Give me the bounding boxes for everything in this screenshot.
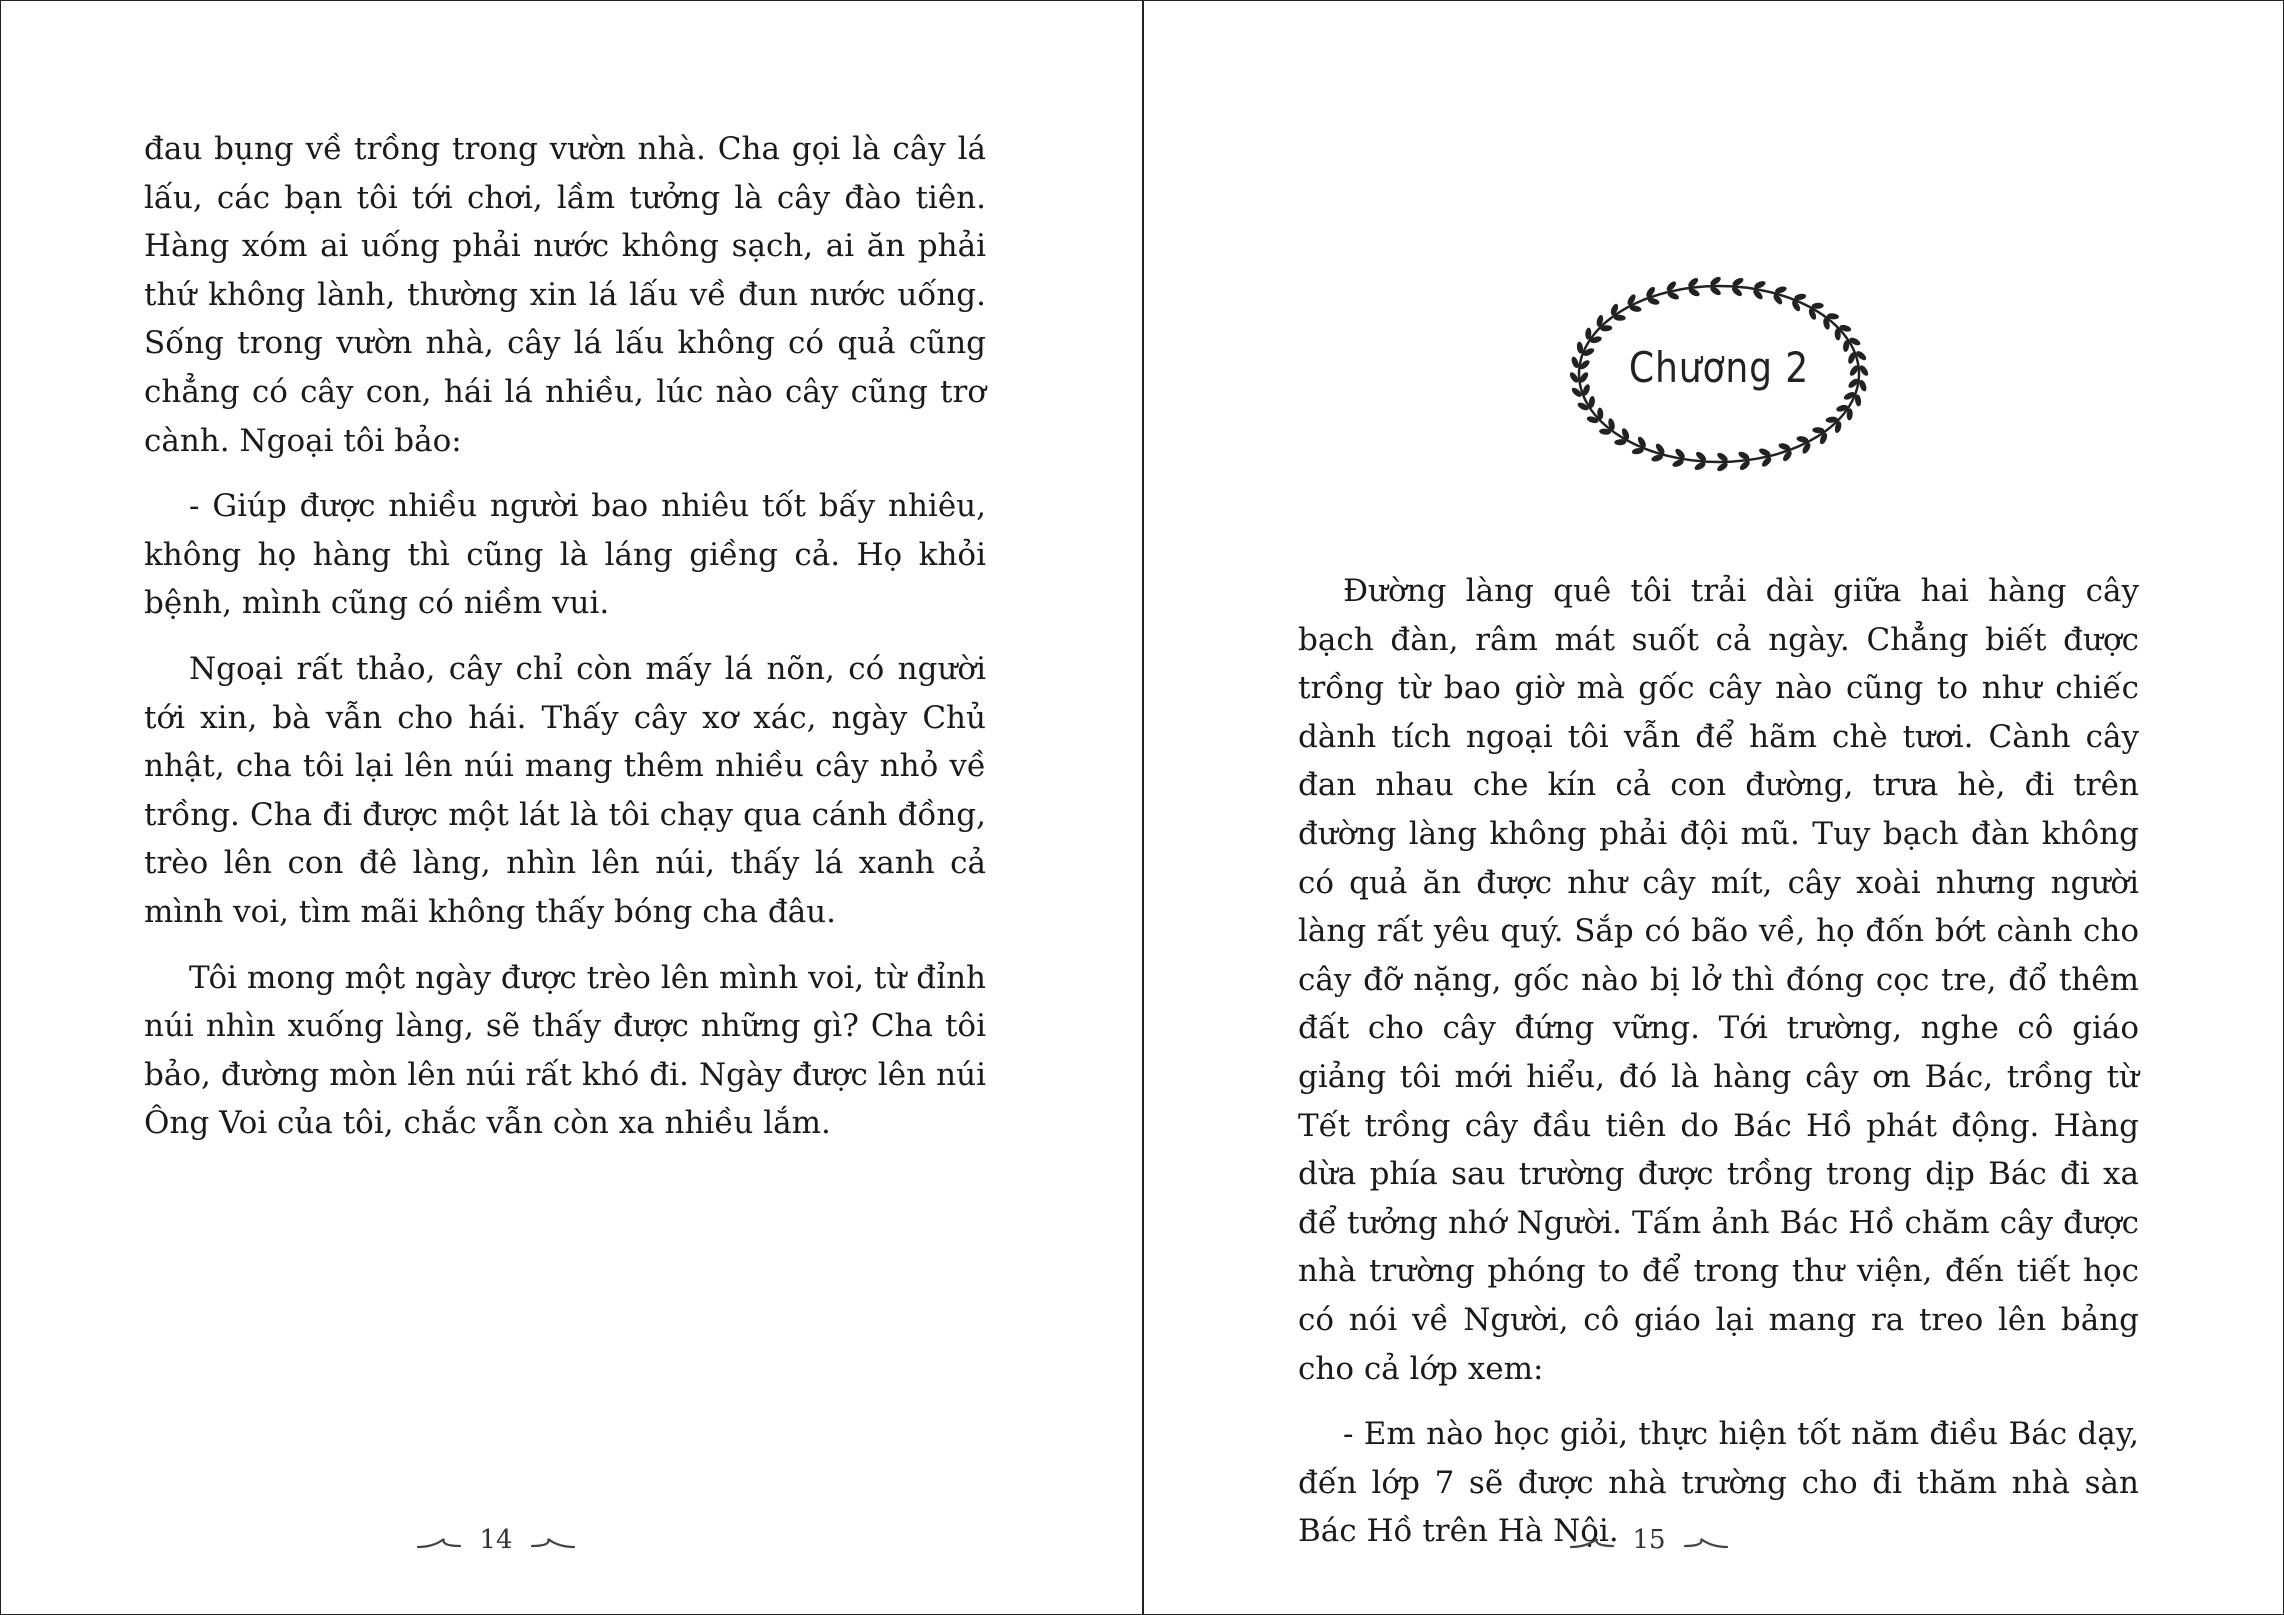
swash-ornament-icon — [530, 1533, 576, 1551]
right-page — [1144, 1, 2283, 1614]
paragraph: đau bụng về trồng trong vườn nhà. Cha gọi là cây lá lấu, các bạn tôi tới chơi, lầm tưởng là cây đào tiên. Hàng xóm ai uống phải nước không sạch, ai ăn phải thứ không lành, thường xin lá lấu về đun nước uống. Sống trong vườn nhà, cây lá lấu không có quả cũng chẳng có cây con, hái lá nhiều, lúc nào cây cũng trơ cành. Ngoại tôi bảo: — [144, 131, 986, 459]
swash-ornament-icon — [1683, 1533, 1729, 1551]
left-body-text — [144, 125, 986, 1165]
page-number-left — [416, 1527, 576, 1557]
paragraph: Ngoại rất thảo, cây chỉ còn mấy lá nõn, có người tới xin, bà vẫn cho hái. Thấy cây xơ xác, ngày Chủ nhật, cha tôi lại lên núi mang thêm nhiều cây nhỏ về trồng. Cha đi được một lát là tôi chạy qua cánh đồng, trèo lên con đê làng, nhìn lên núi, thấy lá xanh cả mình voi, tìm mãi không thấy bóng cha đâu. — [144, 650, 986, 930]
chapter-heading — [1564, 269, 1874, 479]
chapter-title: Chương 2 — [1628, 343, 1810, 392]
left-page — [1, 1, 1142, 1614]
page-number-right — [1569, 1527, 1729, 1557]
paragraph: Đường làng quê tôi trải dài giữa hai hàng cây bạch đàn, râm mát suốt cả ngày. Chẳng biết được trồng từ bao giờ mà gốc cây nào cũng to như chiếc dành tích ngoại tôi vẫn để hãm chè tươi. Cành cây đan nhau che kín cả con đường, trưa hè, đi trên đường làng không phải đội mũ. Tuy bạch đàn không có quả ăn được như cây mít, cây xoài nhưng người làng rất yêu quý. Sắp có bão về, họ đốn bớt cành cho cây đỡ nặng, gốc nào bị lở thì đóng cọc tre, đổ thêm đất cho cây đứng vững. Tới trường, nghe cô giáo giảng tôi mới hiểu, đó là hàng cây ơn Bác, trồng từ Tết trồng cây đầu tiên do Bác Hồ phát động. Hàng dừa phía sau trường được trồng trong dịp Bác đi xa để tưởng nhớ Người. Tấm ảnh Bác Hồ chăm cây được nhà trường phóng to để trong thư viện, đến tiết học có nói về Người, cô giáo lại mang ra treo lên bảng cho cả lớp xem: — [1298, 573, 2139, 1387]
right-body-text — [1298, 567, 2139, 1573]
paragraph: - Em nào học giỏi, thực hiện tốt năm điều Bác dạy, đến lớp 7 sẽ được nhà trường cho đi thăm nhà sàn Bác Hồ trên Hà Nội. — [1298, 1416, 2139, 1550]
paragraph: - Giúp được nhiều người bao nhiêu tốt bấy nhiêu, không họ hàng thì cũng là láng giềng cả. Họ khỏi bệnh, mình cũng có niềm vui. — [144, 488, 986, 622]
paragraph: Tôi mong một ngày được trèo lên mình voi, từ đỉnh núi nhìn xuống làng, sẽ thấy được những gì? Cha tôi bảo, đường mòn lên núi rất khó đi. Ngày được lên núi Ông Voi của tôi, chắc vẫn còn xa nhiều lắm. — [144, 959, 986, 1142]
page-number: 14 — [479, 1525, 513, 1555]
page-number: 15 — [1632, 1525, 1666, 1555]
